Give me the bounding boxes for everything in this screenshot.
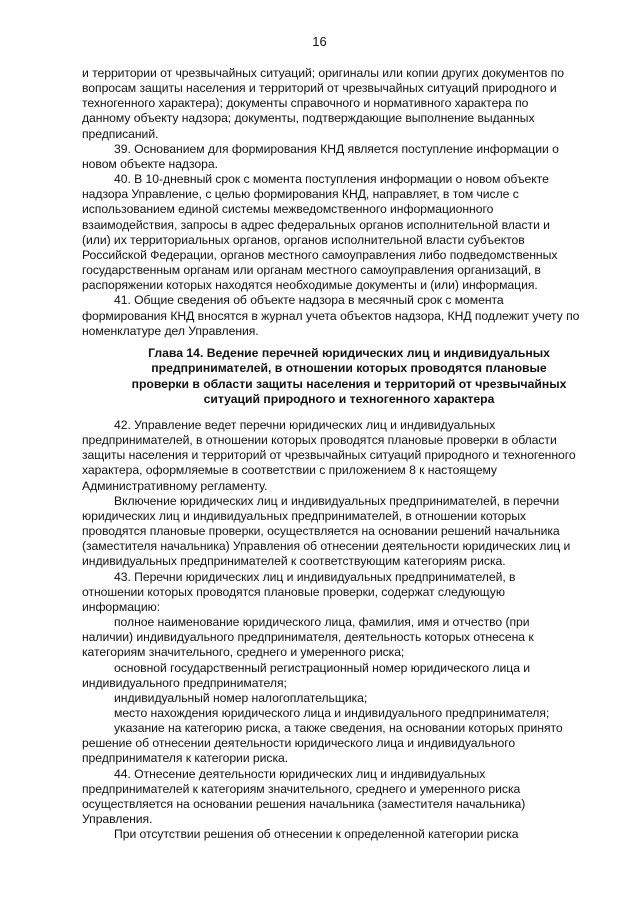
text-line: 39. Основанием для формирования КНД является поступление информации о: [114, 141, 559, 156]
text-line: (или) их территориальных органов, органов исполнительной власти субъектов: [82, 232, 525, 247]
text-line: категориям значительного, среднего и умеренного риска;: [82, 645, 405, 660]
text-line: Российской Федерации, органов местного самоуправления либо подведомственных: [82, 247, 558, 262]
chapter-heading: [82, 346, 616, 407]
text-line: данному объекту надзора; документы, подтверждающие выполнение выданных: [82, 111, 535, 126]
text-line: проводятся плановые проверки, осуществляется на основании решений начальника: [82, 524, 560, 539]
text-line: надзора Управление, с целью формирования КНД, направляет, в том числе с: [82, 187, 519, 202]
text-line: место нахождения юридического лица и индивидуального предпринимателя;: [114, 705, 550, 720]
body-text-main: [82, 418, 616, 842]
text-line: юридических лиц и индивидуальных предпринимателей, в отношении которых: [82, 508, 526, 523]
text-line: 42. Управление ведет перечни юридических лиц и индивидуальных: [114, 418, 496, 432]
text-line: (заместителя начальника) Управления об отнесении деятельности юридических лиц и: [82, 539, 571, 554]
text-line: номенклатуре дел Управления.: [82, 323, 259, 338]
heading-line: Глава 14. Ведение перечней юридических лиц и индивидуальных: [148, 346, 550, 360]
text-line: наличии) индивидуального предпринимателя, деятельность которых отнесена к: [82, 630, 534, 645]
text-line: формирования КНД вносятся в журнал учета объектов надзора, КНД подлежит учету по: [82, 308, 580, 323]
text-line: предпринимателей к категориям значительного, среднего и умеренного риска: [82, 781, 521, 796]
heading-line: проверки в области защиты населения и территорий от чрезвычайных: [131, 376, 567, 391]
text-line: осуществляется на основании решения начальника (заместителя начальника): [82, 796, 526, 811]
text-line: индивидуального предпринимателя;: [82, 675, 287, 690]
text-line: информацию:: [82, 599, 161, 614]
text-line: отношении которых проводятся плановые проверки, содержат следующую: [82, 584, 505, 599]
text-line: использованием единой системы межведомственного информационного: [82, 202, 494, 217]
text-line: 41. Общие сведения об объекте надзора в месячный срок с момента: [114, 293, 504, 308]
text-line: государственным органам или органам местного самоуправления организаций, в: [82, 263, 541, 278]
text-line: предписаний.: [82, 126, 159, 141]
text-line: основной государственный регистрационный номер юридического лица и: [114, 660, 531, 675]
text-line: и территории от чрезвычайных ситуаций; оригиналы или копии других документов по: [82, 66, 564, 80]
body-text-top: [82, 66, 616, 339]
text-line: новом объекте надзора.: [82, 156, 218, 171]
text-line: техногенного характера); документы справочного и нормативного характера по: [82, 96, 529, 111]
text-line: 43. Перечни юридических лиц и индивидуальных предпринимателей, в: [114, 569, 516, 584]
text-line: решение об отнесении деятельности юридического лица и индивидуального: [82, 736, 516, 751]
text-line: индивидуальных предпринимателей к соответствующим категориям риска.: [82, 554, 506, 569]
text-line: вопросам защиты населения и территорий от чрезвычайных ситуаций природного и: [82, 81, 557, 96]
text-line: защиты населения и территорий от чрезвычайных ситуаций природного и техногенного: [82, 448, 576, 463]
text-line: Административному регламенту.: [82, 478, 268, 493]
text-line: 40. В 10-дневный срок с момента поступления информации о новом объекте: [114, 172, 549, 187]
text-line: 44. Отнесение деятельности юридических лиц и индивидуальных: [114, 766, 486, 781]
heading-line: предпринимателей, в отношении которых проводятся плановые: [151, 361, 547, 376]
text-line: Включение юридических лиц и индивидуальных предпринимателей, в перечни: [114, 493, 560, 508]
text-line: предпринимателя к категории риска.: [82, 751, 289, 766]
text-line: индивидуальный номер налогоплательщика;: [114, 690, 368, 705]
text-line: Управления.: [82, 812, 153, 827]
text-line: характера, оформляемые в соответствии с приложением 8 к настоящему: [82, 463, 497, 478]
text-line: взаимодействия, запросы в адрес федеральных органов исполнительной власти и: [82, 217, 550, 232]
text-line: распоряжении которых находятся необходимые документы и (или) информация.: [82, 278, 538, 293]
text-line: указание на категорию риска, а также сведения, на основании которых принято: [114, 721, 563, 736]
text-line: При отсутствии решения об отнесении к определенной категории риска: [114, 827, 519, 842]
text-line: полное наименование юридического лица, фамилия, имя и отчество (при: [114, 615, 530, 630]
heading-line: ситуаций природного и техногенного характера: [203, 391, 495, 406]
text-line: предпринимателей, в отношении которых проводятся плановые проверки в области: [82, 433, 557, 448]
page-number: 16: [312, 34, 327, 49]
